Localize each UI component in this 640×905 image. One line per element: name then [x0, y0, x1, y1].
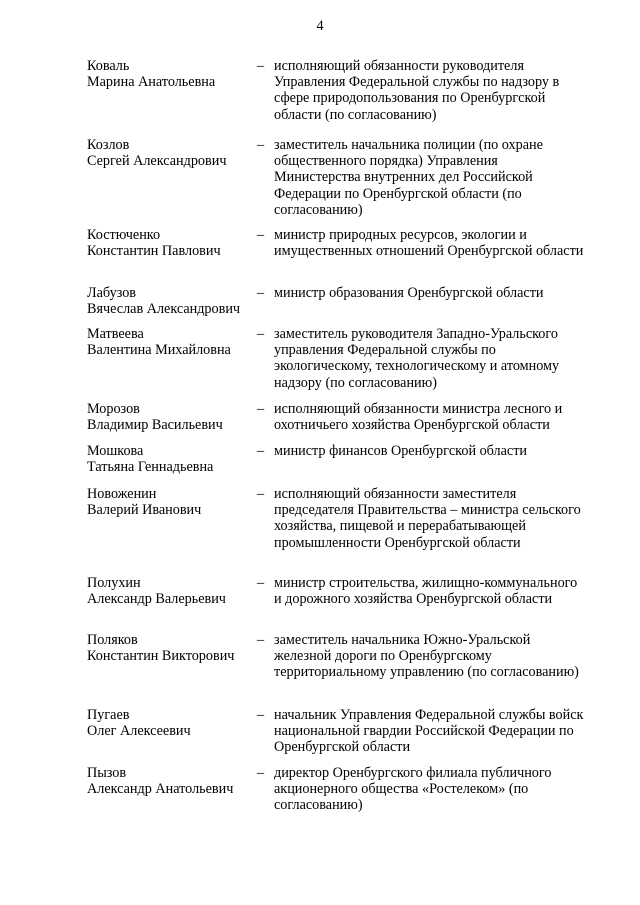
member-name — [87, 227, 257, 259]
entry-dash: – — [257, 486, 265, 502]
member-surname: Поляков — [87, 632, 138, 648]
member-position: заместитель руководителя Западно-Уральского управления Федеральной службы по экологическому, технологическому и атомному надзору (по согласованию) — [274, 326, 560, 391]
member-name — [87, 486, 257, 518]
member-position: начальник Управления Федеральной службы войск национальной гвардии Российской Федерации по Оренбургской области — [274, 707, 584, 756]
member-position: министр образования Оренбургской области — [274, 285, 544, 301]
member-surname: Новоженин — [87, 486, 157, 502]
entry-dash: – — [257, 285, 265, 301]
entry-dash: – — [257, 401, 265, 417]
member-position: директор Оренбургского филиала публичного акционерного общества «Ростелеком» (по согласованию) — [274, 765, 552, 814]
member-position: исполняющий обязанности заместителя председателя Правительства – министра сельского хозяйства, пищевой и перерабатывающей промышленности Оренбургской области — [274, 486, 581, 551]
member-given-name: Олег Алексеевич — [87, 723, 191, 740]
member-position: заместитель начальника Южно-Уральской железной дороги по Оренбургскому территориальному управлению (по согласованию) — [274, 632, 579, 681]
member-name — [87, 401, 257, 433]
member-position: заместитель начальника полиции (по охране общественного порядка) Управления Министерства внутренних дел Российской Федерации по Оренбургской области (по согласованию) — [274, 137, 543, 218]
member-position: исполняющий обязанности руководителя Управления Федеральной службы по надзору в сфере природопользования по Оренбургской области (по согласованию) — [274, 58, 560, 123]
member-name — [87, 707, 257, 739]
member-given-name: Александр Валерьевич — [87, 591, 226, 608]
member-given-name: Константин Павлович — [87, 243, 221, 260]
member-name — [87, 443, 257, 475]
member-position: министр строительства, жилищно-коммунального и дорожного хозяйства Оренбургской области — [274, 575, 578, 608]
member-given-name: Константин Викторович — [87, 648, 235, 665]
member-surname: Пызов — [87, 765, 127, 781]
entry-dash: – — [257, 58, 265, 74]
member-given-name: Валентина Михайловна — [87, 342, 231, 359]
member-given-name: Александр Анатольевич — [87, 781, 234, 798]
entry-dash: – — [257, 765, 265, 781]
entry-dash: – — [257, 227, 265, 243]
member-surname: Полухин — [87, 575, 141, 591]
member-surname: Мошкова — [87, 443, 144, 459]
entry-dash: – — [257, 575, 265, 591]
member-surname: Морозов — [87, 401, 140, 417]
member-given-name: Сергей Александрович — [87, 153, 227, 170]
member-given-name: Владимир Васильевич — [87, 417, 223, 434]
entry-dash: – — [257, 707, 265, 723]
member-name — [87, 632, 257, 664]
member-surname: Коваль — [87, 58, 130, 74]
member-given-name: Марина Анатольевна — [87, 74, 216, 91]
entry-dash: – — [257, 326, 265, 342]
member-name — [87, 765, 257, 797]
member-given-name: Валерий Иванович — [87, 502, 202, 519]
member-surname: Пугаев — [87, 707, 130, 723]
member-name — [87, 285, 257, 317]
member-name — [87, 137, 257, 169]
member-surname: Матвеева — [87, 326, 144, 342]
member-surname: Лабузов — [87, 285, 137, 301]
entry-dash: – — [257, 632, 265, 648]
member-name — [87, 58, 257, 90]
member-name — [87, 575, 257, 607]
entry-dash: – — [257, 137, 265, 153]
member-position: министр природных ресурсов, экологии и имущественных отношений Оренбургской области — [274, 227, 584, 260]
member-surname: Костюченко — [87, 227, 161, 243]
member-given-name: Татьяна Геннадьевна — [87, 459, 214, 476]
page-number: 4 — [316, 18, 324, 34]
member-given-name: Вячеслав Александрович — [87, 301, 241, 318]
member-position: исполняющий обязанности министра лесного и охотничьего хозяйства Оренбургской области — [274, 401, 563, 434]
member-position: министр финансов Оренбургской области — [274, 443, 528, 459]
entry-dash: – — [257, 443, 265, 459]
member-surname: Козлов — [87, 137, 130, 153]
member-name — [87, 326, 257, 358]
